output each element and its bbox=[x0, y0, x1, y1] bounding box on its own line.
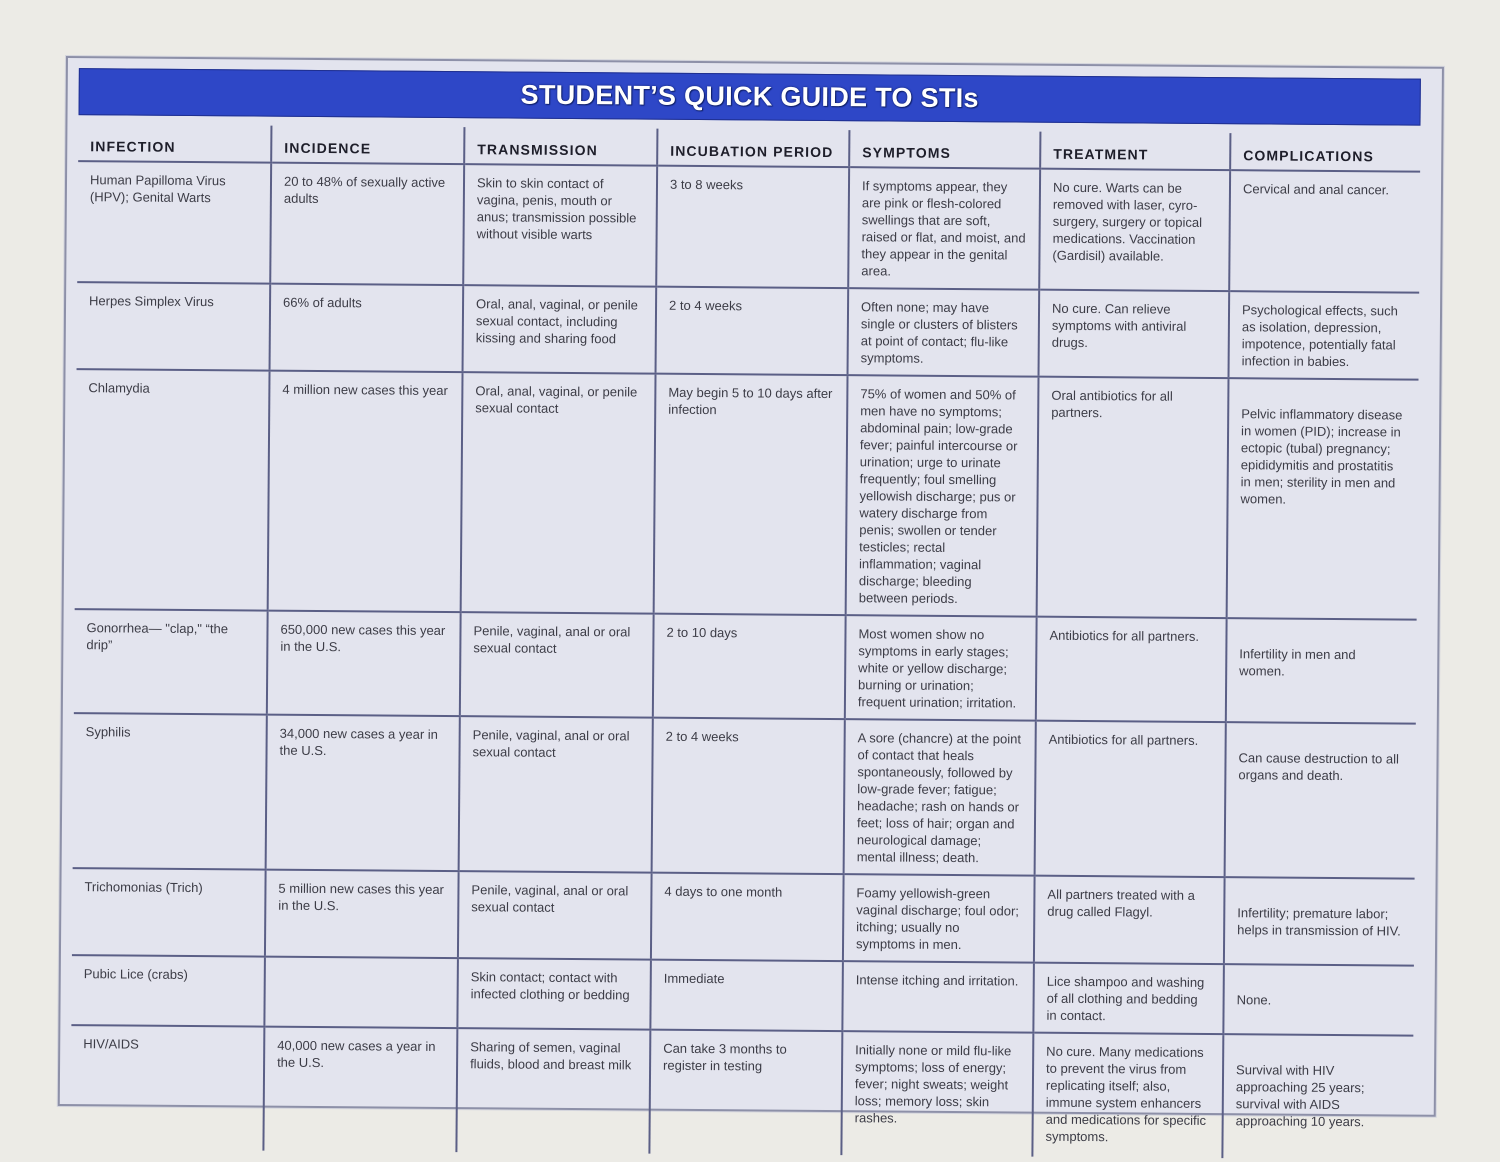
title-banner bbox=[79, 68, 1421, 126]
cell-treatment: No cure. Many medications to prevent the virus from replicating itself; also, immune system enhancers and medications for specific symptoms. bbox=[1032, 1033, 1223, 1158]
cell-incidence: 5 million new cases this year in the U.S. bbox=[265, 870, 459, 959]
cell-infection: HIV/AIDS bbox=[83, 1036, 139, 1052]
cell-incidence: 40,000 new cases a year in the U.S. bbox=[263, 1027, 457, 1153]
cell-symptoms: 75% of women and 50% of men have no symptoms; abdominal pain; low-grade fever; painful intercourse or urination; urge to urinate frequently; foul smelling yellowish discharge; pus or watery discharge from penis; swollen or tender testicles; rectal inflammation; vaginal discharge; bleeding between periods. bbox=[846, 375, 1039, 616]
cell-transmission: Penile, vaginal, anal or oral sexual contact bbox=[458, 871, 652, 960]
table-row bbox=[75, 369, 1419, 620]
cell-complications: Pelvic inflammatory disease in women (PID); increase in ectopic (tubal) pregnancy; epididymitis and prostatitis in men; sterility in men and women. bbox=[1227, 378, 1419, 619]
cell-incidence: 20 to 48% of sexually active adults bbox=[270, 163, 464, 286]
column-header-symptoms: SYMPTOMS bbox=[849, 130, 1040, 168]
cell-symptoms: Intense itching and irritation. bbox=[842, 961, 1034, 1032]
sti-guide-card bbox=[58, 56, 1444, 1145]
cell-transmission: Oral, anal, vaginal, or penile sexual contact bbox=[461, 372, 656, 614]
table-row bbox=[77, 282, 1420, 380]
column-header-incidence: INCIDENCE bbox=[271, 126, 464, 165]
cell-incubation: Can take 3 months to register in testing bbox=[649, 1030, 842, 1156]
cell-transmission: Penile, vaginal, anal or oral sexual contact bbox=[459, 716, 653, 873]
cell-treatment: Oral antibiotics for all partners. bbox=[1037, 377, 1229, 618]
table-row bbox=[74, 609, 1417, 724]
cell-transmission: Oral, anal, vaginal, or penile sexual contact, including kissing and sharing food bbox=[463, 285, 657, 374]
cell-treatment: Antibiotics for all partners. bbox=[1035, 721, 1226, 877]
table-row bbox=[70, 1025, 1413, 1160]
cell-transmission: Skin to skin contact of vagina, penis, mouth or anus; transmission possible without visible warts bbox=[463, 164, 657, 287]
column-header-transmission: TRANSMISSION bbox=[464, 127, 657, 166]
cell-incidence: 650,000 new cases this year in the U.S. bbox=[267, 611, 461, 717]
cell-incubation: 4 days to one month bbox=[651, 873, 844, 962]
cell-incubation: 3 to 8 weeks bbox=[656, 166, 849, 289]
cell-treatment: No cure. Can relieve symptoms with antiviral drugs. bbox=[1039, 290, 1230, 378]
cell-infection: Herpes Simplex Virus bbox=[77, 282, 271, 371]
cell-infection: Pubic Lice (crabs) bbox=[71, 955, 265, 1027]
cell-transmission: Skin contact; contact with infected clothing or bedding bbox=[457, 958, 651, 1030]
cell-complications: Survival with HIV approaching 25 years; survival with AIDS approaching 10 years. bbox=[1222, 1034, 1413, 1159]
sti-table bbox=[70, 124, 1420, 1160]
cell-treatment: All partners treated with a drug called Flagyl. bbox=[1034, 876, 1225, 964]
cell-incidence bbox=[264, 957, 458, 1029]
page-title: STUDENT’S QUICK GUIDE TO STIs bbox=[520, 79, 979, 114]
cell-infection: Human Papilloma Virus (HPV); Genital Warts bbox=[77, 161, 271, 284]
cell-incidence: 34,000 new cases a year in the U.S. bbox=[266, 715, 460, 872]
cell-complications: Psychological effects, such as isolation, depression, impotence, potentially fatal infection in babies. bbox=[1229, 291, 1420, 379]
column-header-infection: INFECTION bbox=[78, 124, 271, 163]
cell-incidence: 66% of adults bbox=[270, 284, 464, 373]
table-row bbox=[72, 868, 1415, 966]
cell-transmission: Penile, vaginal, anal or oral sexual contact bbox=[460, 612, 654, 718]
table-row bbox=[77, 161, 1420, 293]
column-header-complications: COMPLICATIONS bbox=[1230, 133, 1420, 171]
cell-incubation: 2 to 4 weeks bbox=[656, 287, 849, 376]
cell-infection: Gonorrhea— "clap," “the drip” bbox=[74, 609, 268, 715]
cell-symptoms: Foamy yellowish-green vaginal discharge; foul odor; itching; usually no symptoms in men. bbox=[843, 874, 1035, 962]
cell-incubation: 2 to 4 weeks bbox=[652, 718, 845, 875]
cell-symptoms: Often none; may have single or clusters of blisters at point of contact; flu-like symptoms. bbox=[848, 288, 1040, 376]
cell-treatment: Lice shampoo and washing of all clothing and bedding in contact. bbox=[1033, 963, 1224, 1034]
cell-infection: Syphilis bbox=[73, 713, 267, 870]
cell-complications: Infertility in men and women. bbox=[1226, 618, 1417, 723]
cell-incidence: 4 million new cases this year bbox=[268, 371, 463, 613]
cell-infection: Trichomonias (Trich) bbox=[72, 868, 266, 957]
cell-symptoms: A sore (chancre) at the point of contact that heals spontaneously, followed by low-grade fever; fatigue; headache; rash on hands or feet; loss of hair; organ and neurological damage; mental illness; death. bbox=[844, 719, 1036, 875]
cell-symptoms: Most women show no symptoms in early stages; white or yellow discharge; burning or urination; frequent urination; irritation. bbox=[845, 615, 1037, 720]
cell-incubation: 2 to 10 days bbox=[653, 614, 846, 720]
cell-incubation: Immediate bbox=[650, 960, 843, 1032]
cell-symptoms: If symptoms appear, they are pink or flesh-colored swellings that are soft, raised or flat, and moist, and they appear in the genital area. bbox=[848, 167, 1040, 289]
cell-complications: None. bbox=[1223, 964, 1414, 1035]
cell-infection: Chlamydia bbox=[75, 369, 270, 611]
cell-transmission: Sharing of semen, vaginal fluids, blood and breast milk bbox=[456, 1028, 650, 1154]
cell-complications: Infertility; premature labor; helps in transmission of HIV. bbox=[1224, 877, 1415, 965]
table-row bbox=[73, 713, 1416, 879]
cell-incubation: May begin 5 to 10 days after infection bbox=[654, 374, 848, 616]
cell-complications: Cervical and anal cancer. bbox=[1229, 170, 1420, 292]
table-row bbox=[71, 955, 1414, 1036]
column-header-incubation: INCUBATION PERIOD bbox=[657, 129, 849, 168]
cell-complications: Can cause destruction to all organs and death. bbox=[1225, 722, 1416, 878]
cell-treatment: No cure. Warts can be removed with laser, cyro-surgery, surgery or topical medications. Vaccination (Gardisil) available. bbox=[1039, 169, 1230, 291]
cell-symptoms: Initially none or mild flu-like symptoms; loss of energy; fever; night sweats; weight loss; memory loss; skin rashes. bbox=[841, 1031, 1033, 1156]
column-header-treatment: TREATMENT bbox=[1040, 132, 1230, 170]
cell-treatment: Antibiotics for all partners. bbox=[1036, 617, 1227, 722]
